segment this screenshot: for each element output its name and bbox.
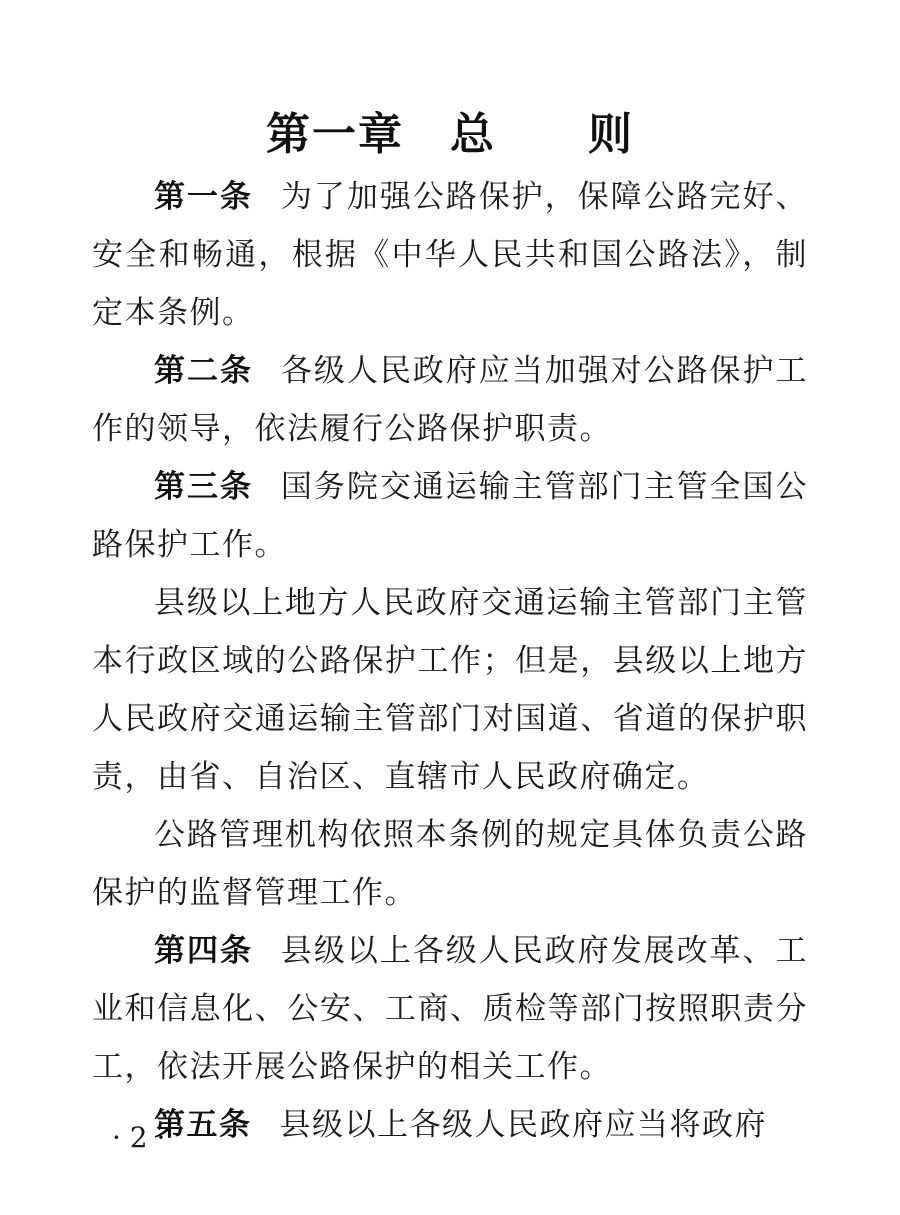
article-text: 县级以上各级人民政府发展改革、工业和信息化、公安、工商、质检等部门按照职责分工，依法开展公路保护的相关工作。 [92,933,809,1085]
article-text: 为了加强公路保护，保障公路完好、安全和畅通，根据《中华人民共和国公路法》，制定本条例。 [92,179,809,331]
paragraph: 县级以上地方人民政府交通运输主管部门主管本行政区域的公路保护工作；但是，县级以上地方人民政府交通运输主管部门对国道、省道的保护职责，由省、自治区、直辖市人民政府确定。 [92,585,808,795]
chapter-title-part1: 总 [450,109,496,161]
article-5 [92,1096,808,1154]
article-3 [92,458,808,574]
article-label: 第二条 [154,353,253,389]
page-number: · 2 · [112,1121,166,1154]
chapter-title [0,107,900,163]
article-text: 县级以上各级人民政府应当将政府 [279,1107,767,1143]
article-text: 国务院交通运输主管部门主管全国公路保护工作。 [92,469,809,563]
article-4 [92,922,808,1096]
article-label: 第五条 [154,1107,252,1143]
article-1 [92,168,808,342]
document-body [92,168,808,1154]
article-label: 第三条 [154,469,253,505]
article-text: 各级人民政府应当加强对公路保护工作的领导，依法履行公路保护职责。 [92,353,809,447]
chapter-number: 第一章 [266,109,404,161]
paragraph: 公路管理机构依照本条例的规定具体负责公路保护的监督管理工作。 [92,817,808,911]
article-label: 第一条 [154,179,253,215]
article-2 [92,342,808,458]
chapter-title-part2: 则 [588,109,634,161]
article-label: 第四条 [154,933,253,969]
